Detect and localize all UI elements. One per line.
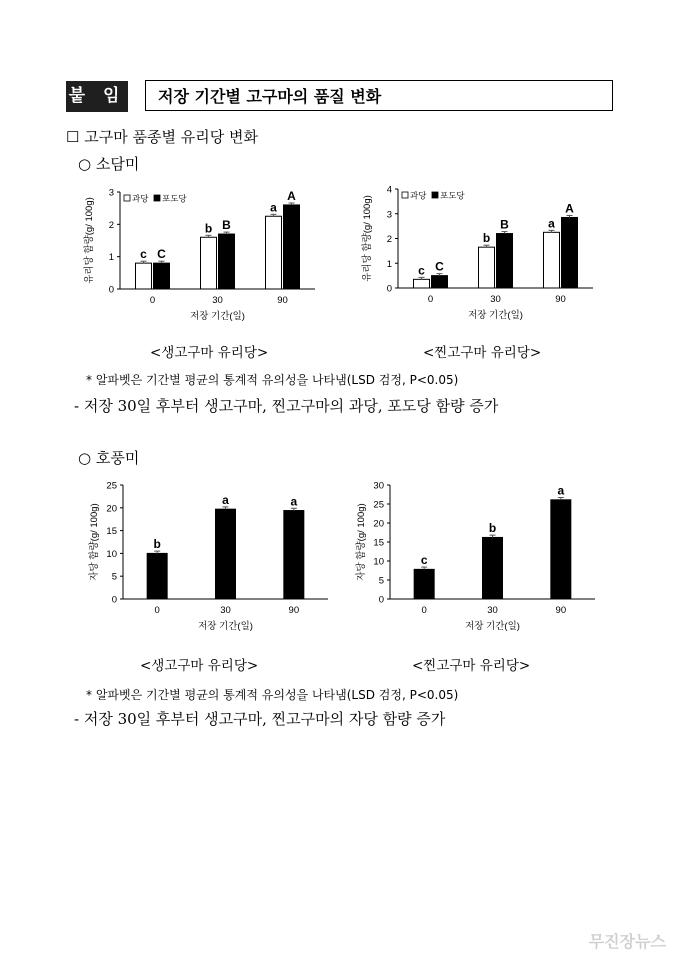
x-axis-label: 저장 기간(일) (190, 311, 245, 322)
chart-sodammi-steamed (358, 180, 608, 330)
significance-letter: a (290, 494, 298, 509)
chart-hopungmi-raw (85, 475, 345, 637)
page-title: 저장 기간별 고구마의 품질 변화 (145, 80, 613, 111)
legend-swatch (154, 195, 160, 201)
significance-letter: A (287, 188, 296, 203)
significance-letter: b (153, 537, 161, 552)
x-tick-label: 30 (220, 605, 231, 616)
y-tick-label: 3 (386, 209, 392, 221)
y-tick-label: 30 (373, 480, 384, 492)
y-axis-label: 유리당 함량(g/ 100g) (84, 197, 95, 284)
y-tick-label: 20 (106, 503, 117, 515)
y-tick-label: 15 (373, 537, 384, 549)
significance-letter: b (204, 221, 213, 236)
bar (414, 569, 434, 599)
significance-note-1: * 알파벳은 기간별 평균의 통계적 유의성을 나타냄(LSD 검정, P<0.05) (86, 373, 459, 387)
x-tick-label: 90 (555, 605, 567, 616)
y-tick-label: 4 (386, 184, 392, 196)
y-tick-label: 1 (108, 252, 114, 264)
y-tick-label: 10 (373, 556, 384, 568)
y-tick-label: 10 (106, 548, 117, 560)
y-tick-label: 20 (373, 518, 384, 530)
caption-raw-2: <생고구마 유리당> (140, 658, 259, 674)
significance-letter: c (418, 263, 425, 278)
conclusion-1: - 저장 30일 후부터 생고구마, 찐고구마의 과당, 포도당 함량 증가 (74, 397, 499, 415)
section-heading (66, 126, 258, 147)
bar (136, 263, 152, 289)
x-axis-label: 저장 기간(일) (465, 621, 520, 632)
legend-label: 포도당 (440, 190, 465, 201)
y-tick-label: 0 (386, 283, 392, 295)
caption-steamed-1: <찐고구마 유리당> (423, 345, 542, 361)
y-axis-label: 자당 함량(g/ 100g) (89, 503, 100, 581)
legend-label: 포도당 (162, 193, 187, 204)
variety-name: 소담미 (95, 155, 140, 173)
checkbox-icon: ☐ (66, 128, 80, 146)
bar (266, 216, 282, 289)
x-tick-label: 0 (154, 605, 160, 616)
significance-letter: a (557, 483, 565, 498)
x-tick-label: 30 (487, 605, 498, 616)
bar (219, 234, 235, 289)
y-tick-label: 2 (108, 219, 114, 231)
circle-bullet-icon: ○ (78, 155, 92, 173)
bar (201, 237, 217, 289)
significance-letter: B (500, 217, 509, 232)
bar (551, 500, 571, 599)
bar (154, 263, 170, 289)
significance-letter: a (222, 492, 229, 507)
circle-bullet-icon: ○ (78, 449, 92, 467)
y-tick-label: 25 (373, 499, 384, 511)
bar (284, 511, 304, 599)
significance-letter: a (548, 216, 555, 231)
legend-swatch (402, 192, 408, 198)
y-tick-label: 0 (108, 284, 114, 296)
x-axis-label: 저장 기간(일) (198, 621, 253, 632)
bar (284, 205, 300, 289)
y-tick-label: 1 (386, 258, 392, 270)
y-tick-label: 15 (106, 526, 117, 538)
bar (483, 537, 503, 599)
y-axis-label: 자당 함량(g/ 100g) (356, 503, 367, 581)
y-tick-label: 5 (378, 575, 384, 587)
x-axis-label: 저장 기간(일) (468, 310, 523, 321)
section-heading-text: 고구마 품종별 유리당 변화 (84, 128, 258, 146)
y-tick-label: 25 (106, 480, 117, 492)
bar (497, 234, 513, 288)
legend-label: 과당 (410, 190, 427, 201)
conclusion-2: - 저장 30일 후부터 생고구마, 찐고구마의 자당 함량 증가 (74, 710, 446, 728)
x-tick-label: 90 (288, 605, 300, 616)
variety-heading-1 (78, 153, 139, 174)
significance-letter: b (488, 521, 497, 536)
y-tick-label: 5 (111, 571, 117, 583)
chart-hopungmi-steamed (352, 475, 612, 637)
significance-letter: b (482, 231, 491, 246)
x-tick-label: 30 (490, 294, 501, 305)
x-tick-label: 90 (277, 295, 288, 306)
bar (414, 279, 430, 288)
legend-swatch (432, 192, 438, 198)
x-tick-label: 30 (212, 295, 223, 306)
bar (147, 553, 167, 599)
legend-label: 과당 (132, 193, 149, 204)
variety-heading-2 (78, 447, 139, 468)
y-axis-label: 유리당 함량(g/ 100g) (362, 195, 373, 282)
bar (479, 247, 495, 288)
significance-note-2: * 알파벳은 기간별 평균의 통계적 유의성을 나타냄(LSD 검정, P<0.05) (86, 688, 459, 702)
significance-letter: c (420, 553, 428, 568)
x-tick-label: 90 (555, 294, 566, 305)
significance-letter: A (565, 201, 574, 216)
y-tick-label: 0 (378, 594, 384, 606)
caption-steamed-2: <찐고구마 유리당> (412, 658, 531, 674)
bar (544, 232, 560, 288)
attachment-tag: 붙 임 (66, 81, 128, 112)
bar (216, 509, 236, 599)
y-tick-label: 3 (108, 187, 114, 199)
x-tick-label: 0 (427, 294, 434, 305)
significance-letter: C (157, 247, 166, 262)
significance-letter: B (222, 218, 231, 233)
x-tick-label: 0 (149, 295, 156, 306)
significance-letter: C (435, 259, 444, 274)
bar (562, 217, 578, 288)
bar (432, 276, 448, 288)
variety-name: 호풍미 (95, 449, 140, 467)
y-tick-label: 2 (386, 234, 392, 245)
significance-letter: a (270, 200, 277, 215)
watermark-logo: 무진장뉴스 (588, 932, 666, 951)
y-tick-label: 0 (111, 594, 117, 606)
significance-letter: c (140, 247, 147, 262)
x-tick-label: 0 (421, 605, 427, 616)
caption-raw-1: <생고구마 유리당> (150, 345, 269, 361)
legend-swatch (124, 195, 130, 201)
chart-sodammi-raw (80, 180, 330, 330)
